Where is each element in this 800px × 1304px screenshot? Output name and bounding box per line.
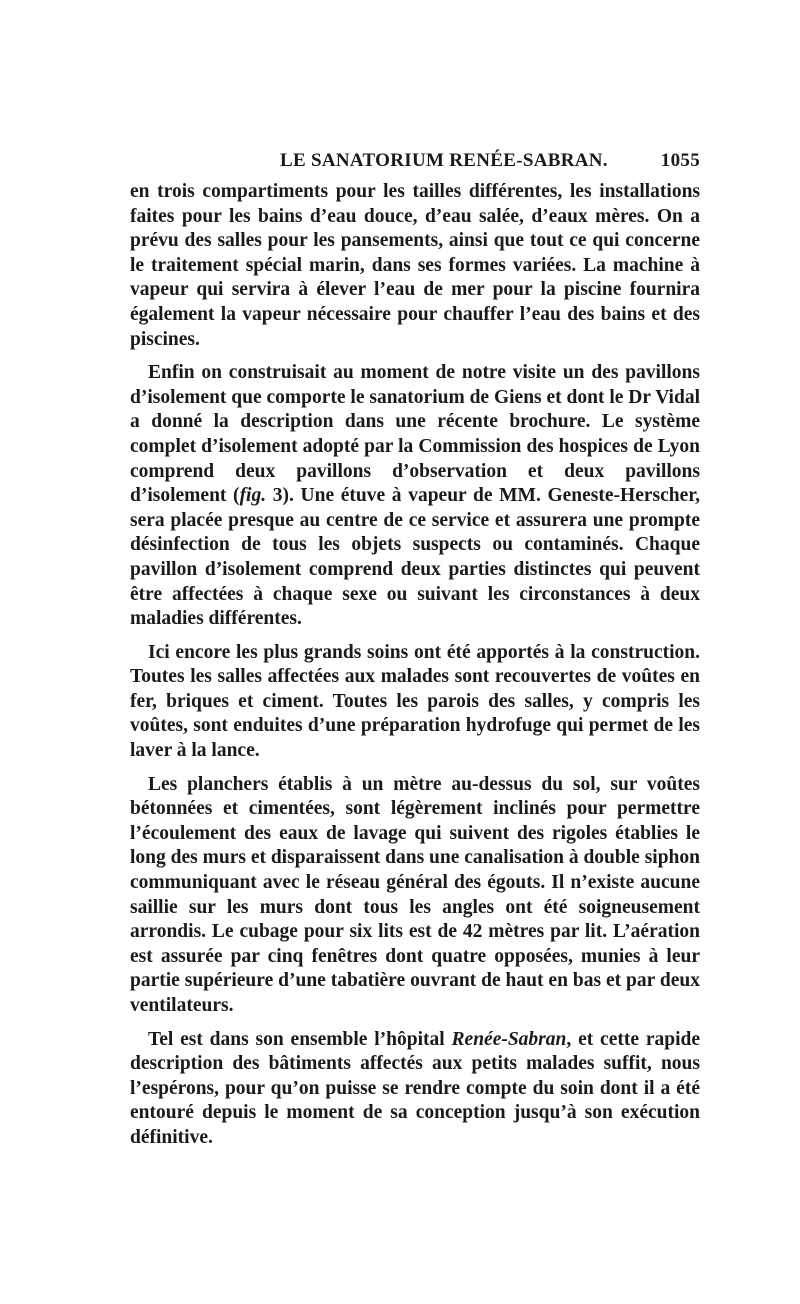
paragraph-text: Enfin on construisait au moment de notre visite un des pavillons d’isolement que comporte le sanatorium de Giens et dont le Dr Vidal a donné la description dans une récente brochure. Le système complet d’isolement adopté par la Commission des hospices de Lyon comprend deux pavillons d’observation et deux pavillons d’isolement ( (130, 362, 700, 507)
page-number: 1055 (660, 150, 700, 171)
running-title: LE SANATORIUM RENÉE-SABRAN. (280, 150, 608, 171)
running-head (130, 150, 700, 180)
paragraph-baths (130, 180, 700, 352)
book-page (130, 150, 700, 1160)
paragraph-text: , et cette rapide description des bâtiments affectés aux petits malades suffit, nous l’espérons, pour qu’on puisse se rendre compte du soin dont il a été entouré depuis le moment de sa conception jusqu’à son exécution définitive. (130, 1028, 700, 1148)
paragraph-text: 3). Une étuve à vapeur de MM. Geneste-Herscher, sera placée presque au centre de ce service et assurera une prompte désinfection de tous les objets suspects ou contaminés. Chaque pavillon d’isolement comprend deux parties distinctes qui peuvent être affectées à chaque sexe ou suivant les circonstances à deux maladies différentes. (130, 485, 701, 630)
paragraph-conclusion (130, 1028, 700, 1151)
paragraph-text: en trois compartiments pour les tailles différentes, les installations faites pour les bains d’eau douce, d’eau salée, d’eaux mères. On a prévu des salles pour les pansements, ainsi que tout ce qui concerne le traitement spécial marin, dans ses formes variées. La machine à vapeur qui servira à élever l’eau de mer pour la piscine fournira également la vapeur nécessaire pour chauffer l’eau des bains et des piscines. (130, 181, 700, 350)
paragraph-construction (130, 641, 700, 764)
paragraph-text: Ici encore les plus grands soins ont été apportés à la construction. Toutes les salles affectées aux malades sont recouvertes de voûtes en fer, briques et ciment. Toutes les parois des salles, y compris les voûtes, sont enduites d’une préparation hydrofuge qui permet de les laver à la lance. (130, 641, 700, 762)
figure-reference: fig. (239, 485, 267, 507)
paragraph-floors (130, 773, 700, 1019)
paragraph-isolation-pavilions (130, 361, 700, 632)
paragraph-text: Tel est dans son ensemble l’hôpital (148, 1028, 452, 1050)
hospital-name: Renée-Sabran (451, 1028, 567, 1050)
paragraph-text: Les planchers établis à un mètre au-dessus du sol, sur voûtes bétonnées et cimentées, sont légèrement inclinés pour permettre l’écoulement des eaux de lavage qui suivent des rigoles établies le long des murs et disparaissent dans une canalisation à double siphon communiquant avec le réseau général des égouts. Il n’existe aucune saillie sur les murs dont tous les angles ont été soigneusement arrondis. Le cubage pour six lits est de 42 mètres par lit. L’aération est assurée par cinq fenêtres dont quatre opposées, munies à leur partie supérieure d’une tabatière ouvrant de haut en bas et par deux ventilateurs. (130, 773, 700, 1016)
